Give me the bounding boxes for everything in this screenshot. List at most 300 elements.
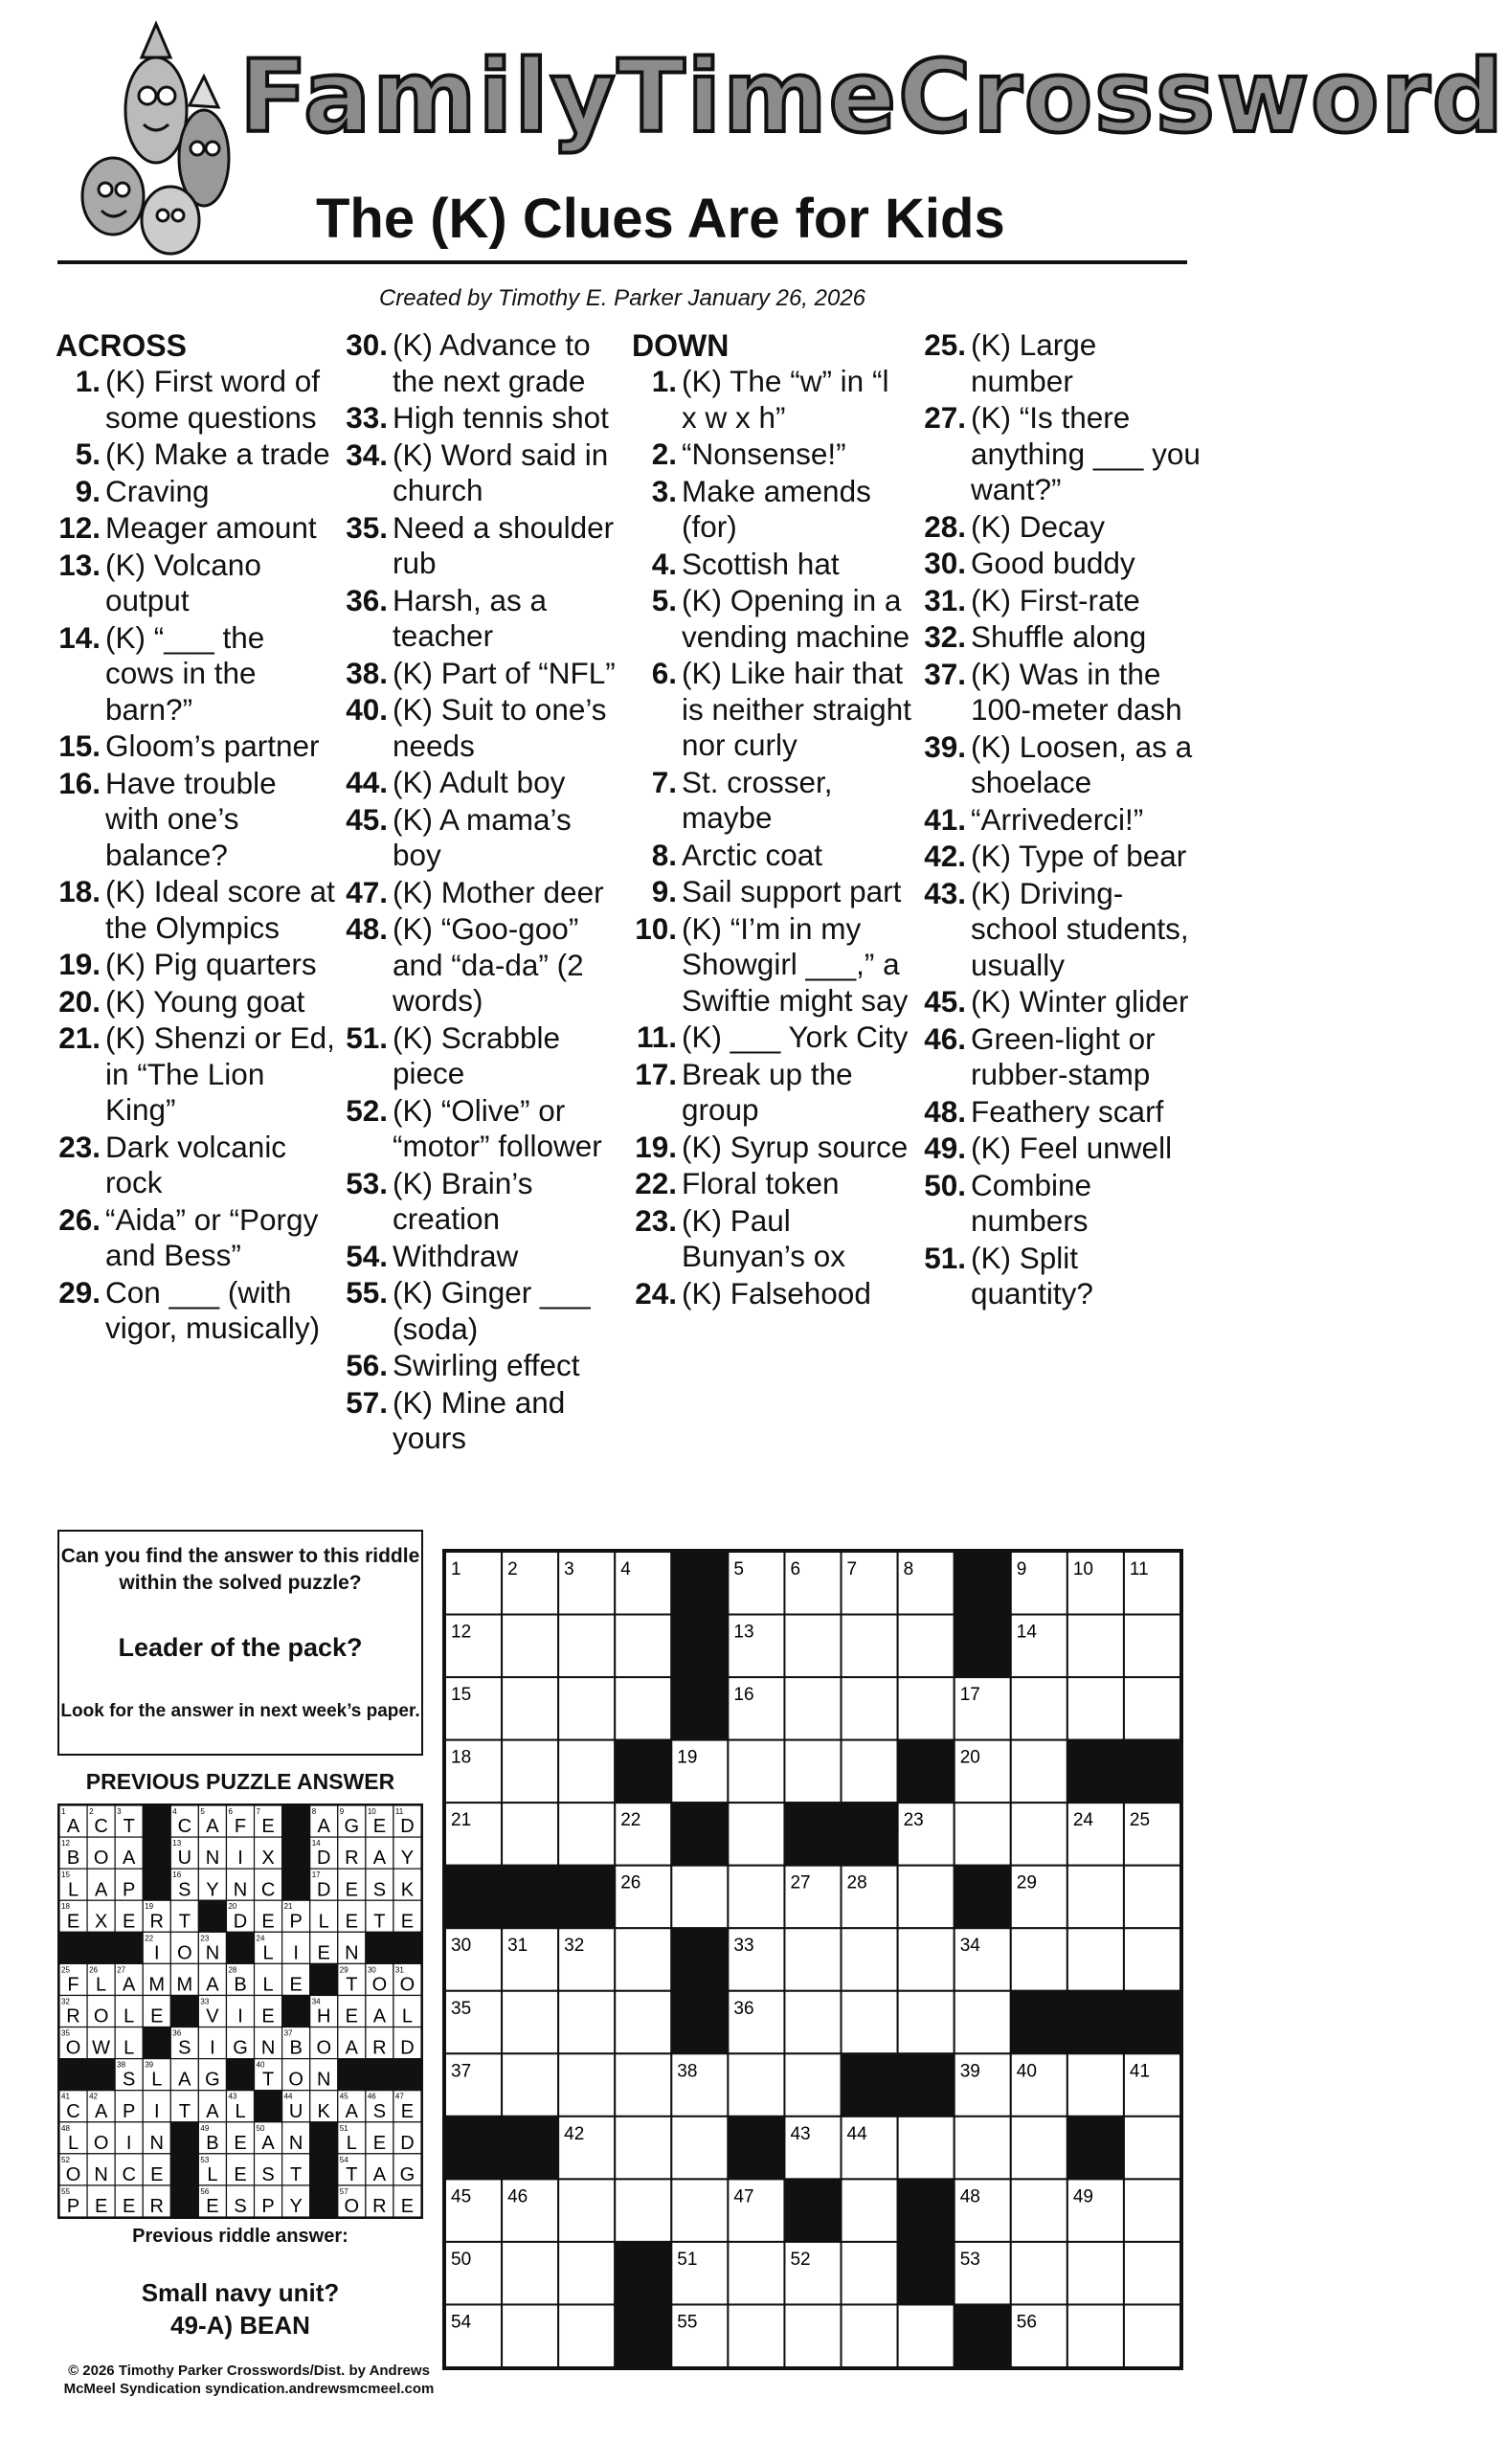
clue-item <box>343 437 622 509</box>
cell-letter: E <box>289 1974 303 1996</box>
clue-number: 1. <box>651 364 677 398</box>
cell-letter: D <box>233 1911 248 1933</box>
across-column-2 <box>343 327 622 1458</box>
clue-item <box>632 838 911 874</box>
cell-letter: G <box>399 2163 416 2185</box>
cell-letter: D <box>400 2037 415 2059</box>
clue-text: St. crosser, maybe <box>682 764 833 835</box>
clue-number: 10. <box>635 910 677 946</box>
cell-letter: S <box>372 1879 387 1901</box>
grid-cell[interactable] <box>502 1615 558 1678</box>
cell-letter: A <box>178 2069 191 2091</box>
grid-cell[interactable] <box>671 2117 728 2180</box>
clue-text: (K) A mama’s boy <box>393 801 572 872</box>
cell-number: 40 <box>256 2060 265 2070</box>
cell-number: 24 <box>256 1934 265 1943</box>
cell-letter: E <box>261 1816 275 1838</box>
grid-cell[interactable] <box>1067 1866 1124 1929</box>
grid-cell[interactable] <box>671 1866 728 1929</box>
grid-cell[interactable] <box>1067 2304 1124 2367</box>
black-cell <box>143 2027 170 2059</box>
clue-text: “Nonsense!” <box>682 437 846 471</box>
black-cell <box>898 2179 955 2242</box>
clue-number: 21. <box>58 1020 101 1055</box>
cell-letter: D <box>317 1848 331 1870</box>
cell-letter: R <box>149 2196 164 2218</box>
clue-text: (K) Like hair that is neither straight nor curly <box>682 656 911 762</box>
black-cell <box>170 1995 198 2027</box>
black-cell <box>282 1995 310 2027</box>
clue-number: 18. <box>58 874 101 908</box>
grid-cell[interactable] <box>1067 1615 1124 1678</box>
clue-text: Dark volcanic rock <box>105 1129 287 1199</box>
cell-letter: P <box>66 2196 80 2218</box>
clue-number: 37. <box>924 656 966 691</box>
cell-number: 33 <box>733 1936 754 1957</box>
cell-number: 6 <box>790 1559 801 1579</box>
cell-letter: A <box>206 2100 219 2122</box>
grid-cell[interactable] <box>898 2304 955 2367</box>
cell-letter: E <box>372 2132 387 2154</box>
grid-cell[interactable] <box>898 2117 955 2180</box>
cell-number: 19 <box>677 1747 698 1768</box>
clue-text: (K) Ginger ___ (soda) <box>393 1275 591 1346</box>
grid-cell[interactable] <box>1011 2242 1067 2305</box>
grid-cell[interactable] <box>1124 1928 1180 1991</box>
grid-cell[interactable] <box>784 2304 841 2367</box>
cell-letter: A <box>345 2037 358 2059</box>
cell-number: 51 <box>339 2123 348 2133</box>
cell-letter: O <box>399 1974 416 1996</box>
grid-cell[interactable] <box>728 2304 784 2367</box>
clue-number: 5. <box>75 437 101 471</box>
cell-number: 55 <box>61 2186 70 2196</box>
grid-cell[interactable] <box>842 2179 898 2242</box>
cell-number: 14 <box>311 1839 321 1848</box>
grid-cell[interactable] <box>558 2179 615 2242</box>
clue-item <box>56 437 335 473</box>
grid-cell[interactable] <box>502 2242 558 2305</box>
clue-text: (K) Loosen, as a shoelace <box>971 728 1193 799</box>
grid-cell[interactable] <box>1067 2053 1124 2117</box>
clue-text: Shuffle along <box>971 619 1147 654</box>
grid-cell[interactable] <box>615 1615 671 1678</box>
grid-cell[interactable] <box>784 1615 841 1678</box>
cell-number: 8 <box>311 1807 317 1816</box>
clue-number: 15. <box>58 728 101 763</box>
grid-cell[interactable] <box>955 2117 1011 2180</box>
cell-letter: C <box>260 1879 276 1901</box>
grid-cell[interactable] <box>502 1677 558 1740</box>
cell-letter: K <box>400 1879 415 1901</box>
grid-cell[interactable] <box>558 1677 615 1740</box>
grid-cell[interactable] <box>558 2053 615 2117</box>
cell-letter: I <box>153 2100 160 2122</box>
black-cell <box>671 1991 728 2054</box>
grid-cell[interactable] <box>898 1615 955 1678</box>
cell-number: 19 <box>145 1902 154 1912</box>
cell-letter: V <box>206 2005 219 2027</box>
clue-number: 23. <box>635 1202 677 1238</box>
black-cell <box>898 2053 955 2117</box>
cell-letter: E <box>400 2196 415 2218</box>
grid-cell[interactable] <box>558 2304 615 2367</box>
grid-cell[interactable] <box>502 2053 558 2117</box>
clue-number: 16. <box>58 765 101 800</box>
grid-cell[interactable] <box>558 1803 615 1866</box>
cell-letter: P <box>261 2196 275 2218</box>
cell-number: 20 <box>228 1902 237 1912</box>
black-cell <box>1011 1991 1067 2054</box>
grid-cell[interactable] <box>1011 2117 1067 2180</box>
black-cell <box>445 2117 502 2180</box>
cell-number: 45 <box>339 2092 348 2101</box>
grid-cell[interactable] <box>1124 2179 1180 2242</box>
clue-text: (K) Paul Bunyan’s ox <box>682 1202 846 1273</box>
black-cell <box>115 1932 143 1963</box>
clue-item <box>921 1021 1201 1093</box>
previous-riddle-question: Small navy unit? <box>141 2278 340 2307</box>
grid-cell[interactable] <box>842 1740 898 1803</box>
cell-number: 10 <box>1072 1559 1093 1579</box>
grid-cell[interactable] <box>615 2117 671 2180</box>
clue-item <box>921 729 1201 801</box>
clue-item <box>343 583 622 655</box>
cell-number: 3 <box>564 1559 574 1579</box>
cell-letter: G <box>344 1816 360 1838</box>
clue-text: Green-light or rubber-stamp <box>971 1020 1156 1091</box>
clue-item <box>632 474 911 546</box>
clue-list <box>343 327 622 1457</box>
clue-text: (K) Advance to the next grade <box>393 327 591 398</box>
cell-letter: X <box>94 1911 108 1933</box>
clue-number: 23. <box>58 1129 101 1164</box>
cell-number: 26 <box>89 1965 98 1975</box>
header-characters <box>75 19 247 263</box>
clue-text: (K) Falsehood <box>682 1275 871 1310</box>
cell-number: 41 <box>1129 2061 1151 2082</box>
clue-item <box>56 1020 335 1129</box>
cell-number: 1 <box>451 1559 461 1579</box>
clue-item <box>921 619 1201 656</box>
black-cell <box>1124 1991 1180 2054</box>
clue-item <box>921 583 1201 619</box>
black-cell <box>1124 1740 1180 1803</box>
cell-letter: E <box>261 1911 275 1933</box>
grid-cell[interactable] <box>1067 1928 1124 1991</box>
clue-text: Swirling effect <box>393 1348 580 1382</box>
black-cell <box>282 1869 310 1900</box>
cell-number: 23 <box>200 1934 210 1943</box>
cell-number: 45 <box>451 2186 472 2207</box>
clue-number: 32. <box>924 619 966 654</box>
clue-item <box>56 474 335 510</box>
cell-number: 9 <box>1016 1559 1027 1579</box>
clue-text: (K) Feel unwell <box>971 1131 1173 1165</box>
grid-cell[interactable] <box>728 2242 784 2305</box>
grid-cell[interactable] <box>1011 1740 1067 1803</box>
copyright: © 2026 Timothy Parker Crosswords/Dist. by Andrews McMeel Syndication syndication.andrewsmcmeel.com <box>63 2363 435 2397</box>
grid-cell[interactable] <box>784 1677 841 1740</box>
grid-cell[interactable] <box>784 2053 841 2117</box>
cell-letter: S <box>234 2196 247 2218</box>
grid-cell[interactable] <box>1011 1803 1067 1866</box>
grid-cell[interactable] <box>1124 1615 1180 1678</box>
clue-number: 45. <box>346 801 388 837</box>
clue-item <box>56 548 335 619</box>
cell-letter: H <box>317 2005 331 2027</box>
clue-number: 28. <box>924 508 966 544</box>
black-cell <box>170 2154 198 2185</box>
clue-number: 49. <box>924 1131 966 1165</box>
cell-letter: G <box>233 2037 248 2059</box>
cell-letter: P <box>123 2100 136 2122</box>
cell-letter: B <box>206 2132 219 2154</box>
clue-text: (K) Ideal score at the Olympics <box>105 874 335 945</box>
grid-cell[interactable] <box>842 1677 898 1740</box>
cell-number: 13 <box>172 1839 182 1848</box>
cell-number: 20 <box>959 1747 980 1768</box>
black-cell <box>310 1963 338 1995</box>
cell-letter: C <box>122 2163 136 2185</box>
grid-cell[interactable] <box>898 1928 955 1991</box>
clue-number: 26. <box>58 1201 101 1237</box>
clue-item <box>921 1094 1201 1131</box>
cell-letter: E <box>400 2100 415 2122</box>
clue-item <box>343 1166 622 1238</box>
cell-number: 46 <box>507 2186 528 2207</box>
grid-cell[interactable] <box>955 1991 1011 2054</box>
clue-item <box>921 1131 1201 1167</box>
cell-letter: D <box>400 1816 415 1838</box>
grid-cell[interactable] <box>842 1615 898 1678</box>
grid-cell[interactable] <box>502 2304 558 2367</box>
cell-letter: O <box>93 2005 109 2027</box>
grid-cell[interactable] <box>1124 2304 1180 2367</box>
clue-number: 24. <box>635 1275 677 1310</box>
cell-number: 4 <box>172 1807 177 1816</box>
cell-number: 23 <box>903 1810 924 1831</box>
cell-number: 22 <box>145 1934 154 1943</box>
cell-number: 42 <box>564 2123 585 2144</box>
black-cell <box>143 1869 170 1900</box>
cell-letter: I <box>153 1942 160 1964</box>
cell-letter: T <box>178 2100 191 2122</box>
clue-number: 11. <box>636 1019 677 1054</box>
clue-number: 36. <box>346 582 388 617</box>
cell-number: 47 <box>733 2186 754 2207</box>
cell-number: 21 <box>283 1902 293 1912</box>
cell-number: 35 <box>61 2028 70 2038</box>
cell-letter: L <box>262 1942 274 1964</box>
clue-number: 14. <box>58 619 101 655</box>
clue-number: 25. <box>924 327 966 362</box>
cell-letter: L <box>151 2069 163 2091</box>
grid-cell[interactable] <box>615 2179 671 2242</box>
cell-letter: O <box>177 1942 192 1964</box>
cell-letter: E <box>66 1911 80 1933</box>
black-cell <box>1067 2117 1124 2180</box>
cell-number: 11 <box>1129 1559 1149 1579</box>
black-cell <box>282 1837 310 1869</box>
black-cell <box>955 1615 1011 1678</box>
black-cell <box>59 2059 87 2091</box>
black-cell <box>170 2185 198 2217</box>
clue-text: (K) Brain’s creation <box>393 1165 533 1236</box>
black-cell <box>310 2122 338 2154</box>
cell-number: 52 <box>61 2155 70 2164</box>
grid-cell[interactable] <box>784 1928 841 1991</box>
clue-number: 48. <box>924 1093 966 1129</box>
clue-number: 12. <box>58 510 101 545</box>
grid-cell[interactable] <box>898 1991 955 2054</box>
grid-cell[interactable] <box>955 1803 1011 1866</box>
cell-letter: U <box>177 1848 192 1870</box>
grid-cell[interactable] <box>502 1803 558 1866</box>
clue-text: (K) Mother deer <box>393 874 604 909</box>
grid-cell[interactable] <box>1124 1677 1180 1740</box>
grid-cell[interactable] <box>615 1677 671 1740</box>
grid-cell[interactable] <box>728 1803 784 1866</box>
black-cell <box>671 1615 728 1678</box>
grid-cell[interactable] <box>842 2242 898 2305</box>
grid-cell[interactable] <box>784 1740 841 1803</box>
cell-number: 46 <box>367 2092 376 2101</box>
grid-cell[interactable] <box>898 1866 955 1929</box>
clue-number: 9. <box>651 874 677 908</box>
previous-puzzle-title: PREVIOUS PUZZLE ANSWER <box>85 1769 395 1794</box>
cell-letter: K <box>317 2100 330 2122</box>
black-cell <box>502 2117 558 2180</box>
grid-cell[interactable] <box>842 1928 898 1991</box>
cell-letter: O <box>65 2037 81 2059</box>
clue-item <box>343 656 622 692</box>
grid-cell[interactable] <box>1124 1866 1180 1929</box>
clue-item <box>343 875 622 911</box>
grid-cell[interactable] <box>784 1991 841 2054</box>
clue-item <box>56 947 335 983</box>
clue-text: (K) Part of “NFL” <box>393 655 616 690</box>
black-cell <box>615 2304 671 2367</box>
grid-cell[interactable] <box>898 1677 955 1740</box>
cell-letter: N <box>317 2069 331 2091</box>
grid-cell[interactable] <box>1067 2242 1124 2305</box>
grid-cell[interactable] <box>615 1928 671 1991</box>
grid-cell[interactable] <box>842 2304 898 2367</box>
grid-cell[interactable] <box>671 2179 728 2242</box>
cell-letter: A <box>206 1974 219 1996</box>
cell-number: 35 <box>451 1998 472 2019</box>
cell-letter: E <box>400 1911 415 1933</box>
cell-letter: F <box>67 1974 79 1996</box>
cell-letter: N <box>260 2037 276 2059</box>
cell-number: 27 <box>117 1965 126 1975</box>
cell-letter: S <box>178 2037 191 2059</box>
cell-number: 56 <box>200 2186 210 2196</box>
previous-puzzle-grid <box>57 1803 423 2219</box>
cell-letter: E <box>261 2005 275 2027</box>
clue-item <box>632 437 911 473</box>
clue-text: Break up the group <box>682 1056 853 1127</box>
clue-text: (K) Decay <box>971 508 1106 544</box>
cell-letter: T <box>123 1816 135 1838</box>
clue-text: (K) ___ York City <box>682 1019 909 1054</box>
grid-cell[interactable] <box>502 1740 558 1803</box>
grid-cell[interactable] <box>558 1615 615 1678</box>
grid-cell[interactable] <box>1011 1928 1067 1991</box>
cell-letter: E <box>123 1911 136 1933</box>
grid-cell[interactable] <box>615 2053 671 2117</box>
grid-cell[interactable] <box>1124 2242 1180 2305</box>
grid-cell[interactable] <box>1011 1677 1067 1740</box>
clue-text: (K) Large number <box>971 327 1097 398</box>
grid-cell[interactable] <box>1124 2117 1180 2180</box>
cell-number: 8 <box>903 1559 914 1579</box>
clue-number: 20. <box>58 983 101 1019</box>
grid-cell[interactable] <box>558 1991 615 2054</box>
grid-cell[interactable] <box>558 2242 615 2305</box>
grid-cell[interactable] <box>728 1866 784 1929</box>
clue-item <box>921 802 1201 839</box>
cell-letter: R <box>372 2037 387 2059</box>
clue-text: (K) Driving-school students, usually <box>971 875 1189 982</box>
clue-number: 5. <box>651 583 677 617</box>
black-cell <box>502 1866 558 1929</box>
cell-letter: N <box>94 2163 108 2185</box>
clue-text: Combine numbers <box>971 1167 1092 1238</box>
cell-number: 34 <box>959 1936 980 1957</box>
clue-text: Withdraw <box>393 1238 519 1273</box>
cell-letter: L <box>124 2037 135 2059</box>
grid-cell[interactable] <box>1011 2179 1067 2242</box>
credit-line: Created by Timothy E. Parker January 26, 2026 <box>378 285 866 311</box>
cell-number: 17 <box>959 1685 980 1706</box>
clue-item <box>343 802 622 874</box>
grid-cell[interactable] <box>728 1740 784 1803</box>
clue-text: Con ___ (with vigor, musically) <box>105 1274 321 1345</box>
clue-number: 4. <box>651 546 677 581</box>
black-cell <box>366 1932 393 1963</box>
clue-item <box>56 510 335 547</box>
grid-cell[interactable] <box>1067 1677 1124 1740</box>
cell-letter: N <box>205 1942 220 1964</box>
cell-letter: I <box>293 1942 299 1964</box>
cell-letter: T <box>346 2163 358 2185</box>
black-cell <box>310 2154 338 2185</box>
cell-number: 52 <box>790 2249 811 2270</box>
grid-cell[interactable] <box>728 2053 784 2117</box>
crossword-grid[interactable] <box>442 1549 1183 2370</box>
clue-number: 45. <box>924 984 966 1019</box>
grid-cell[interactable] <box>842 1991 898 2054</box>
previous-riddle-answer: 49-A) BEAN <box>170 2311 310 2340</box>
clue-item <box>343 400 622 437</box>
cell-number: 44 <box>846 2123 867 2144</box>
cell-letter: E <box>206 2196 219 2218</box>
black-cell <box>898 1740 955 1803</box>
cell-letter: N <box>205 1848 220 1870</box>
clue-item <box>921 327 1201 399</box>
cell-letter: E <box>317 1942 330 1964</box>
cell-letter: E <box>150 2005 164 2027</box>
grid-cell[interactable] <box>502 1991 558 2054</box>
grid-cell[interactable] <box>615 1991 671 2054</box>
clue-text: Craving <box>105 473 210 508</box>
clue-item <box>632 874 911 910</box>
cell-number: 43 <box>228 2092 237 2101</box>
cell-letter: N <box>345 1942 359 1964</box>
grid-cell[interactable] <box>558 1740 615 1803</box>
